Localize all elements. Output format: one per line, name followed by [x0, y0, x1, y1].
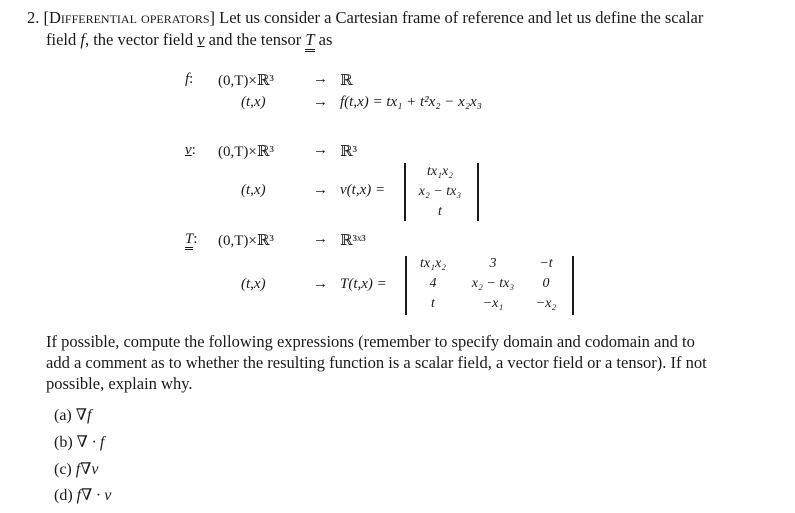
intro-v: v	[197, 30, 205, 49]
T-cell: x₂ − tx₃	[471, 276, 515, 291]
item-expression: ∇ · f	[76, 434, 105, 451]
def-T-domain: (0,T)×ℝ³	[218, 233, 274, 249]
def-T-codomain: ℝ³ˣ³	[340, 233, 366, 249]
item-c	[54, 459, 98, 479]
item-expression: f∇v	[75, 461, 99, 478]
v-matrix-right-bar	[477, 163, 479, 221]
def-f-arg: (t,x)	[241, 94, 266, 110]
def-T-arrow: →	[313, 231, 328, 247]
item-label: (b)	[54, 434, 73, 451]
def-f-formula: f(t,x) = tx₁ + t²x₂ − x₂x₃	[340, 94, 482, 110]
T-cell: −t	[539, 256, 553, 271]
problem-header	[27, 7, 703, 28]
def-v-maps-arrow: →	[313, 182, 328, 198]
T-cell: 4	[429, 276, 437, 291]
def-v-domain: (0,T)×ℝ³	[218, 144, 274, 160]
item-a	[54, 405, 91, 425]
instructions-line-3: possible, explain why.	[46, 374, 193, 393]
def-T-signature: T:	[185, 231, 198, 250]
intro-line-2: field f, the vector field v and the tensor T as	[46, 29, 332, 52]
instructions-line-2: add a comment as to whether the resulting function is a scalar field, a vector field or a tensor). If not	[46, 353, 707, 372]
item-d	[54, 485, 111, 505]
problem-tag: [Differential operators]	[43, 8, 216, 27]
v-component: x₂ − tx₃	[418, 184, 462, 199]
def-v-signature: v:	[185, 142, 196, 158]
T-cell: t	[431, 296, 435, 311]
def-v-codomain: ℝ³	[340, 144, 357, 160]
def-f-domain: (0,T)×ℝ³	[218, 73, 274, 89]
def-v-lhs: v(t,x) =	[340, 182, 386, 198]
instructions-line-1: If possible, compute the following expressions (remember to specify domain and codomain and to	[46, 332, 695, 351]
intro-line-1: Let us consider a Cartesian frame of reference and let us define the scalar	[219, 8, 704, 27]
def-f-maps-arrow: →	[313, 94, 328, 110]
intro-T: T	[305, 32, 314, 52]
v-component: t	[438, 204, 442, 219]
T-cell: 3	[489, 256, 497, 271]
def-v-arrow: →	[313, 142, 328, 158]
def-f-arrow: →	[313, 71, 328, 87]
T-cell: 0	[542, 276, 550, 291]
T-cell: tx₁x₂	[419, 256, 447, 271]
v-component: tx₁x₂	[426, 164, 454, 179]
def-v-arg: (t,x)	[241, 182, 266, 198]
item-expression: f∇ · v	[76, 487, 112, 504]
item-label: (c)	[54, 461, 72, 478]
item-expression: ∇f	[75, 407, 92, 424]
problem-number: 2.	[27, 8, 40, 27]
item-label: (a)	[54, 407, 72, 424]
def-f-codomain: ℝ	[340, 73, 353, 89]
item-b	[54, 432, 104, 452]
def-T-maps-arrow: →	[313, 276, 328, 292]
def-T-lhs: T(t,x) =	[340, 276, 387, 292]
def-T-arg: (t,x)	[241, 276, 266, 292]
def-f-signature: f:	[185, 71, 194, 87]
T-cell: −x₂	[535, 296, 557, 311]
item-label: (d)	[54, 487, 73, 504]
intro-f: f	[80, 30, 85, 49]
T-cell: −x₁	[482, 296, 504, 311]
